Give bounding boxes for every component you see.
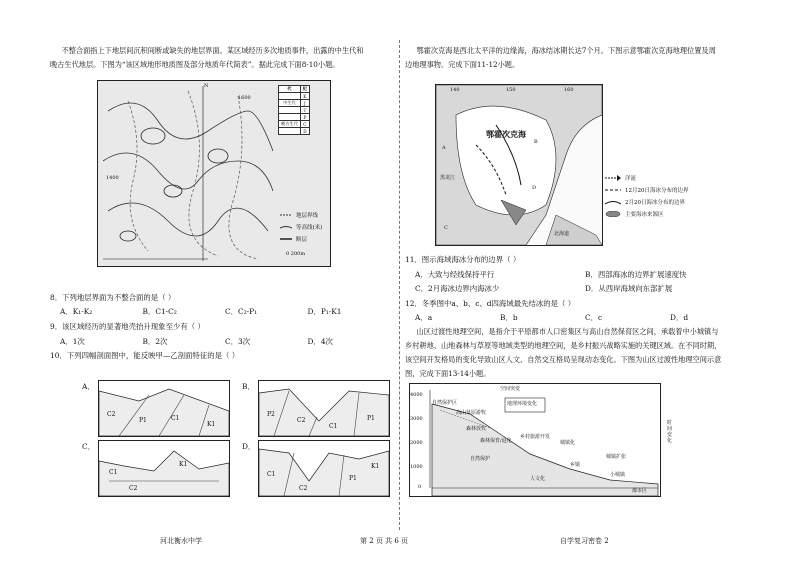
question-11-option-a[interactable]: A．大致与经线保持平行 (415, 270, 495, 279)
strata-period: C (300, 121, 309, 128)
section-label: C2 (129, 485, 138, 492)
strata-period: D (300, 128, 309, 135)
strata-header-era: 代 (279, 86, 301, 93)
footer-school: 河北衡水中学 (160, 537, 202, 545)
altitude-0: 0 (418, 484, 422, 490)
section-label: K1 (207, 421, 216, 428)
diagram-label: 乡村旅游开发 (520, 434, 551, 440)
diagram-label: 森林保育/退化 (480, 438, 512, 444)
place-b: B (534, 139, 538, 145)
intro-text-left-1: 不整合面指上下地层间沉积间断或缺失的地层界面。某区域经历多次地质事件，出露的中生代和 (61, 46, 364, 55)
river-label: 黑龙江 (440, 175, 456, 181)
section-label: K1 (179, 461, 188, 468)
question-12-option-b[interactable]: B．b (500, 313, 518, 322)
question-12-option-a[interactable]: A．a (415, 313, 433, 322)
question-9-option-b[interactable]: B．2次 (142, 337, 168, 346)
strata-era (279, 93, 301, 100)
legend-fault: 断层 (296, 237, 308, 243)
strata-era (279, 128, 301, 135)
okhotsk-sea-map-drawing (436, 85, 602, 245)
legend-stratum-boundary: 地层界线 (296, 213, 319, 219)
diagram-label: 城镇化 (560, 440, 576, 446)
question-8-option-a[interactable]: A．K₁-K₂ (60, 307, 93, 316)
footer-page-number: 第 2 页 共 6 页 (360, 537, 409, 545)
section-label: C2 (297, 417, 306, 424)
section-label: C2 (299, 485, 308, 492)
mountain-transition-diagram (409, 383, 661, 497)
question-10-option-b[interactable]: B． (242, 382, 255, 391)
env-change-box: 地理环境变化 (507, 401, 538, 407)
question-10-option-d[interactable]: D． (242, 442, 256, 451)
okhotsk-legend (605, 172, 755, 220)
north-label: N (204, 83, 209, 89)
intro-text-right-2: 边地理事物。完成下面11-12小题。 (405, 60, 520, 69)
question-10-option-a[interactable]: A． (82, 382, 95, 391)
section-d (258, 440, 390, 497)
intro-text-left-2: 晚古生代地层。下图为“该区域地形地质图及部分地质年代简表”。据此完成下面8-10小题。 (50, 60, 340, 69)
place-c: C (444, 225, 448, 231)
diagram-label: 小城镇 (610, 472, 626, 478)
section-c (98, 440, 230, 497)
diagram-label: 人文化 (530, 476, 546, 482)
section-label: P1 (367, 415, 375, 422)
strata-period: T (300, 107, 309, 114)
section-label: C2 (107, 411, 116, 418)
altitude-1000: 1000 (410, 464, 423, 470)
strata-era: 晚古生代 (279, 121, 301, 128)
legend-ocean-current: 洋流 (605, 172, 755, 184)
passage-line-2: 乡村耕地、山地森林与草原等地域类型的地理空间，是乡村振兴战略实施的关键区域。在不同时期， (405, 341, 722, 350)
passage-line-1: 山区过渡性地理空间，是指介于平原都市人口密集区与高山自然保育区之间，承载着中小城镇与 (416, 327, 719, 336)
section-label: C1 (109, 469, 118, 476)
altitude-3000: 3000 (410, 416, 423, 422)
strata-period: K (300, 93, 309, 100)
question-11-option-d[interactable]: D．从西岸海域向东部扩展 (585, 284, 673, 293)
longitude-150: 150 (506, 87, 516, 93)
question-9-stem: 9．该区域经历的显著地壳抬升现象至少有（ ） (50, 322, 205, 331)
question-12-option-d[interactable]: D．d (670, 313, 689, 322)
contour-label-1600: 1600 (238, 95, 251, 101)
geological-map (97, 80, 331, 267)
diagram-label: 城镇扩张 (606, 454, 627, 460)
section-a (98, 380, 230, 437)
section-b-drawing (259, 381, 389, 436)
strata-table (278, 85, 310, 135)
contour-label-1400: 1400 (106, 175, 119, 181)
strata-period: P (300, 114, 309, 121)
legend-contour: 等高线(米) (280, 221, 328, 233)
question-12-stem: 12．冬季图中a、b、c、d四海域最先结冰的是（ ） (405, 299, 576, 308)
longitude-160: 160 (564, 87, 574, 93)
strata-era (279, 107, 301, 114)
question-9-option-c[interactable]: C．3次 (225, 337, 251, 346)
question-9-options (60, 335, 390, 348)
map-legend (280, 209, 328, 245)
strata-period: J (300, 100, 309, 107)
question-8-stem: 8．下列地层界面为不整合面的是（ ） (50, 293, 176, 302)
intro-text-right-1: 鄂霍次克海是西北太平洋的边缘海，海冰结冰期长达7个月。下图示意鄂霍次克海地理位置及周 (416, 46, 716, 55)
question-8-option-d[interactable]: D．P₁-K1 (307, 307, 342, 316)
question-12-options (415, 311, 755, 324)
legend-ice-source: 主要海冰来源区 (605, 208, 755, 220)
question-11-option-b[interactable]: B．西部海冰的边界扩展速度快 (585, 270, 687, 279)
legend-feb-ice-edge: 2月20日海冰分布的边界 (605, 196, 755, 208)
section-label: P1 (139, 417, 147, 424)
question-10-option-c[interactable]: C． (82, 442, 96, 451)
strata-era: 中生代 (279, 100, 301, 107)
question-11-options-row1 (415, 268, 755, 281)
passage-line-3: 该空间开发格局的变化导致山区人文、自然交互格局呈现动态变化。下图为山区过渡性地理空间示意 (405, 355, 722, 364)
question-8-options (60, 305, 390, 318)
island-label: 北海道 (554, 231, 570, 237)
altitude-4000: 4000 (410, 392, 423, 398)
question-12-option-c[interactable]: C．c (585, 313, 603, 322)
passage-line-4: 图，完成下面13-14小题。 (405, 369, 491, 378)
altitude-2000: 2000 (410, 440, 423, 446)
strata-era (279, 114, 301, 121)
diagram-label: 森林放牧 (466, 426, 487, 432)
okhotsk-sea-map (435, 84, 603, 246)
section-b (258, 380, 390, 437)
column-divider (399, 40, 400, 530)
section-label: K1 (371, 463, 380, 470)
left-tag: 自然保护区 (432, 400, 458, 406)
place-d: D (532, 185, 537, 191)
diagram-top-label: 空间突变 (500, 386, 521, 392)
section-label: P2 (267, 411, 275, 418)
question-9-option-d[interactable]: D．4次 (307, 337, 333, 346)
section-label: P1 (349, 475, 357, 482)
footer-series: 自学复习密卷 2 (560, 537, 609, 545)
diagram-label: 都市区 (632, 488, 648, 494)
section-label: C1 (171, 415, 180, 422)
section-d-drawing (259, 441, 389, 496)
scale-bar: 0 200m (286, 251, 306, 257)
question-9-option-a[interactable]: A．1次 (60, 337, 85, 346)
question-10-stem: 10．下列四幅剖面图中，能反映甲—乙剖面特征的是（ ） (50, 351, 240, 360)
question-11-stem: 11．图示海域海冰分布的边界（ ） (405, 255, 521, 264)
strata-header-period: 纪 (300, 86, 309, 93)
diagram-label: 乡镇 (570, 462, 581, 468)
question-11-option-c[interactable]: C．2月海冰边界内海冰少 (415, 284, 500, 293)
place-a: A (442, 145, 446, 151)
section-c-drawing (99, 441, 229, 496)
diagram-label: 高山草原游牧 (456, 410, 487, 416)
question-8-option-b[interactable]: B．C1-C₂ (142, 307, 177, 316)
sea-label: 鄂霍次克海 (486, 129, 526, 139)
question-11-options-row2 (415, 282, 755, 295)
section-label: C1 (267, 471, 276, 478)
question-8-option-c[interactable]: C．C₂-P₁ (225, 307, 258, 316)
longitude-140: 140 (450, 87, 460, 93)
diagram-label: 自然保护 (470, 456, 491, 462)
section-label: C1 (329, 423, 338, 430)
time-change-axis: 时间变化 (667, 420, 673, 444)
legend-dec-ice-edge: 12月20日海冰分布的边界 (625, 188, 689, 194)
